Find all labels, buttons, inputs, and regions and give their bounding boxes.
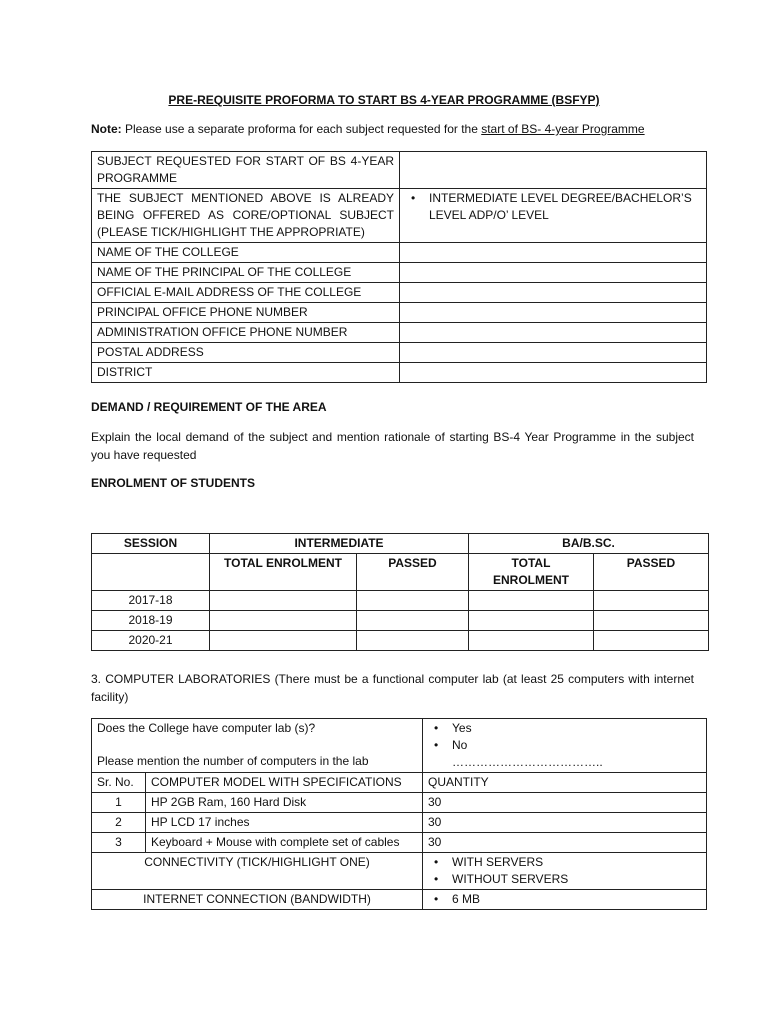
table-row xyxy=(92,263,707,283)
lab-question: Does the College have computer lab (s)? xyxy=(97,721,316,735)
table-row xyxy=(92,793,707,813)
principal-name-label: NAME OF THE PRINCIPAL OF THE COLLEGE xyxy=(92,263,400,283)
document-title: PRE-REQUISITE PROFORMA TO START BS 4-YEAR PROGRAMME (BSFYP) xyxy=(168,93,600,107)
enrolment-input-cell[interactable] xyxy=(594,631,709,651)
table-row xyxy=(92,833,707,853)
enrolment-heading: ENROLMENT OF STUDENTS xyxy=(91,476,255,490)
session-header: SESSION xyxy=(92,534,210,554)
admin-phone-value[interactable] xyxy=(400,323,707,343)
email-label: OFFICIAL E-MAIL ADDRESS OF THE COLLEGE xyxy=(92,283,400,303)
table-header-row xyxy=(92,534,709,554)
computer-lab-heading: 3. COMPUTER LABORATORIES (There must be a functional computer lab (at least 25 computers with internet facility) xyxy=(91,672,694,704)
quantity-cell: 30 xyxy=(423,833,707,853)
quantity-cell: 30 xyxy=(423,793,707,813)
demand-heading: DEMAND / REQUIREMENT OF THE AREA xyxy=(91,400,327,414)
enrolment-input-cell[interactable] xyxy=(357,631,469,651)
table-row xyxy=(92,189,707,243)
table-row xyxy=(92,152,707,189)
enrolment-input-cell[interactable] xyxy=(469,591,594,611)
note-text: Please use a separate proforma for each subject requested for the xyxy=(121,122,482,136)
postal-address-value[interactable] xyxy=(400,343,707,363)
with-servers-option[interactable]: • WITH SERVERS xyxy=(428,854,701,871)
note-prefix: Note: xyxy=(91,122,122,136)
session-cell: 2020-21 xyxy=(92,631,210,651)
demand-paragraph: Explain the local demand of the subject and mention rationale of starting BS-4 Year Programme in the subject you have requested xyxy=(91,430,694,462)
college-name-value[interactable] xyxy=(400,243,707,263)
principal-phone-value[interactable] xyxy=(400,303,707,323)
bandwidth-option[interactable]: • 6 MB xyxy=(428,891,701,908)
enrolment-input-cell[interactable] xyxy=(594,611,709,631)
enrolment-input-cell[interactable] xyxy=(469,611,594,631)
table-row xyxy=(92,363,707,383)
enrolment-input-cell[interactable] xyxy=(357,611,469,631)
sr-cell: 1 xyxy=(92,793,146,813)
district-value[interactable] xyxy=(400,363,707,383)
table-row xyxy=(92,813,707,833)
college-name-label: NAME OF THE COLLEGE xyxy=(92,243,400,263)
principal-name-value[interactable] xyxy=(400,263,707,283)
subject-requested-value[interactable] xyxy=(400,152,707,189)
yes-option[interactable]: • Yes xyxy=(428,720,701,737)
sr-cell: 3 xyxy=(92,833,146,853)
table-header-row xyxy=(92,773,707,793)
lab-count-question: Please mention the number of computers in the lab xyxy=(97,754,369,768)
enrolment-input-cell[interactable] xyxy=(594,591,709,611)
college-info-table xyxy=(91,151,707,383)
session-cell: 2017-18 xyxy=(92,591,210,611)
lab-answer-cell[interactable] xyxy=(423,719,707,773)
session-cell: 2018-19 xyxy=(92,611,210,631)
subject-requested-label: SUBJECT REQUESTED FOR START OF BS 4-YEAR PROGRAMME xyxy=(92,152,400,189)
enrolment-input-cell[interactable] xyxy=(210,591,357,611)
inter-passed-header: PASSED xyxy=(357,554,469,591)
table-row xyxy=(92,611,709,631)
enrolment-input-cell[interactable] xyxy=(210,611,357,631)
enrolment-input-cell[interactable] xyxy=(469,631,594,651)
enrolment-table xyxy=(91,533,709,651)
table-row xyxy=(92,631,709,651)
quantity-cell: 30 xyxy=(423,813,707,833)
subject-offered-label: THE SUBJECT MENTIONED ABOVE IS ALREADY BEING OFFERED AS CORE/OPTIONAL SUBJECT (PLEASE TICK/HIGHLIGHT THE APPROPRIATE) xyxy=(92,189,400,243)
ba-total-enrolment-header: TOTAL ENROLMENT xyxy=(469,554,594,591)
table-subheader-row xyxy=(92,554,709,591)
computer-count-blank[interactable]: ……………………………….. xyxy=(452,755,603,769)
table-row xyxy=(92,343,707,363)
table-row xyxy=(92,323,707,343)
note xyxy=(91,122,691,136)
postal-address-label: POSTAL ADDRESS xyxy=(92,343,400,363)
sr-header: Sr. No. xyxy=(92,773,146,793)
table-row xyxy=(92,591,709,611)
model-cell: HP LCD 17 inches xyxy=(146,813,423,833)
quantity-header: QUANTITY xyxy=(423,773,707,793)
enrolment-input-cell[interactable] xyxy=(357,591,469,611)
note-underlined: start of BS- 4-year Programme xyxy=(481,122,645,136)
model-header: COMPUTER MODEL WITH SPECIFICATIONS xyxy=(146,773,423,793)
model-cell: Keyboard + Mouse with complete set of cables xyxy=(146,833,423,853)
inter-total-enrolment-header: TOTAL ENROLMENT xyxy=(210,554,357,591)
sr-cell: 2 xyxy=(92,813,146,833)
table-row xyxy=(92,283,707,303)
empty-cell xyxy=(92,554,210,591)
table-row xyxy=(92,303,707,323)
enrolment-input-cell[interactable] xyxy=(210,631,357,651)
lab-question-cell xyxy=(92,719,423,773)
table-row xyxy=(92,243,707,263)
table-row xyxy=(92,719,707,773)
level-option[interactable]: • INTERMEDIATE LEVEL DEGREE/BACHELOR’S LEVEL ADP/O’ LEVEL xyxy=(405,190,701,224)
admin-phone-label: ADMINISTRATION OFFICE PHONE NUMBER xyxy=(92,323,400,343)
no-option[interactable]: • No xyxy=(428,737,701,754)
table-row xyxy=(92,890,707,910)
intermediate-header: INTERMEDIATE xyxy=(210,534,469,554)
email-value[interactable] xyxy=(400,283,707,303)
computer-lab-table xyxy=(91,718,707,910)
bandwidth-cell[interactable] xyxy=(423,890,707,910)
district-label: DISTRICT xyxy=(92,363,400,383)
connectivity-label: CONNECTIVITY (TICK/HIGHLIGHT ONE) xyxy=(92,853,423,890)
ba-header: BA/B.SC. xyxy=(469,534,709,554)
connectivity-options[interactable] xyxy=(423,853,707,890)
model-cell: HP 2GB Ram, 160 Hard Disk xyxy=(146,793,423,813)
ba-passed-header: PASSED xyxy=(594,554,709,591)
subject-offered-options[interactable] xyxy=(400,189,707,243)
principal-phone-label: PRINCIPAL OFFICE PHONE NUMBER xyxy=(92,303,400,323)
without-servers-option[interactable]: • WITHOUT SERVERS xyxy=(428,871,701,888)
internet-label: INTERNET CONNECTION (BANDWIDTH) xyxy=(92,890,423,910)
table-row xyxy=(92,853,707,890)
